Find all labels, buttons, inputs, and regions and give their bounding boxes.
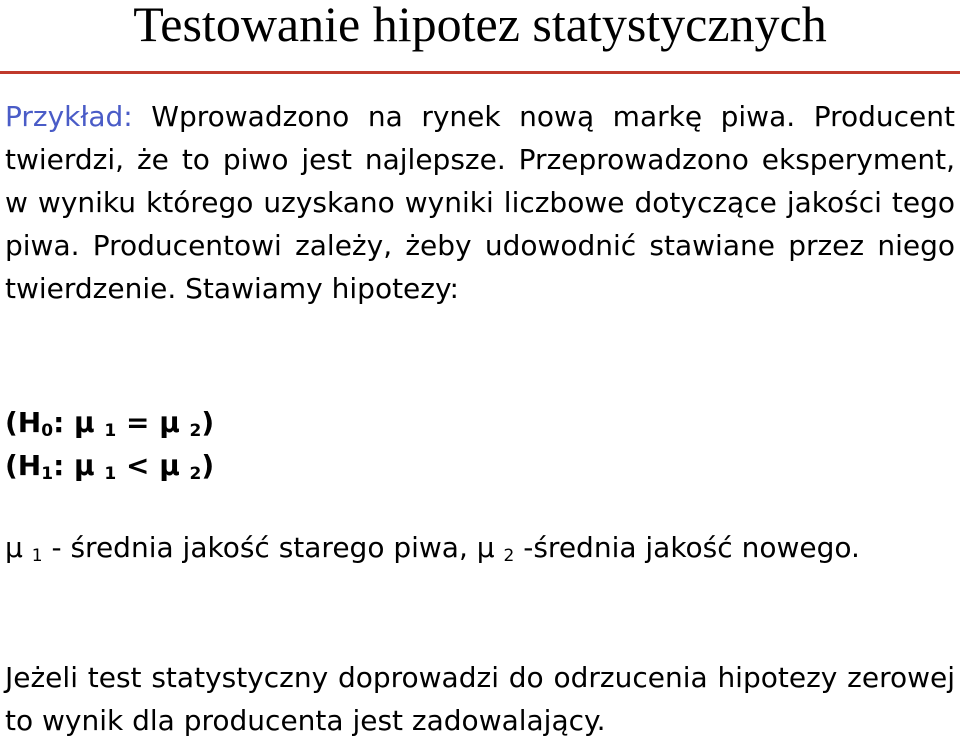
definition-paragraph: μ $_1$ - średnia jakość starego piwa, μ $_2$ -średnia jakość nowego.: [5, 531, 860, 566]
hypothesis-h1: ($H_1$: μ $_1$ < μ $_2$): [5, 449, 215, 484]
example-label: Przykład:: [5, 100, 133, 133]
example-text: Wprowadzono na rynek nową markę piwa. Producent twierdzi, że to piwo jest najlepsze. Przeprowadzono eksperyment, w wyniku którego uzyskano wyniki liczbowe dotyczące jakości tego piwa. Producentowi zależy, żeby udowodnić stawiane przez niego twierdzenie. Stawiamy hipotezy:: [5, 100, 955, 305]
conclusion-paragraph: Jeżeli test statystyczny doprowadzi do odrzucenia hipotezy zerowej to wynik dla producenta jest zadowalający.: [5, 661, 955, 737]
page-title: Testowanie hipotez statystycznych: [133, 0, 827, 52]
example-paragraph: [5, 95, 955, 310]
hypothesis-h0: ($H_0$: μ $_1$ = μ $_2$): [5, 406, 215, 441]
title-divider: [0, 71, 960, 74]
